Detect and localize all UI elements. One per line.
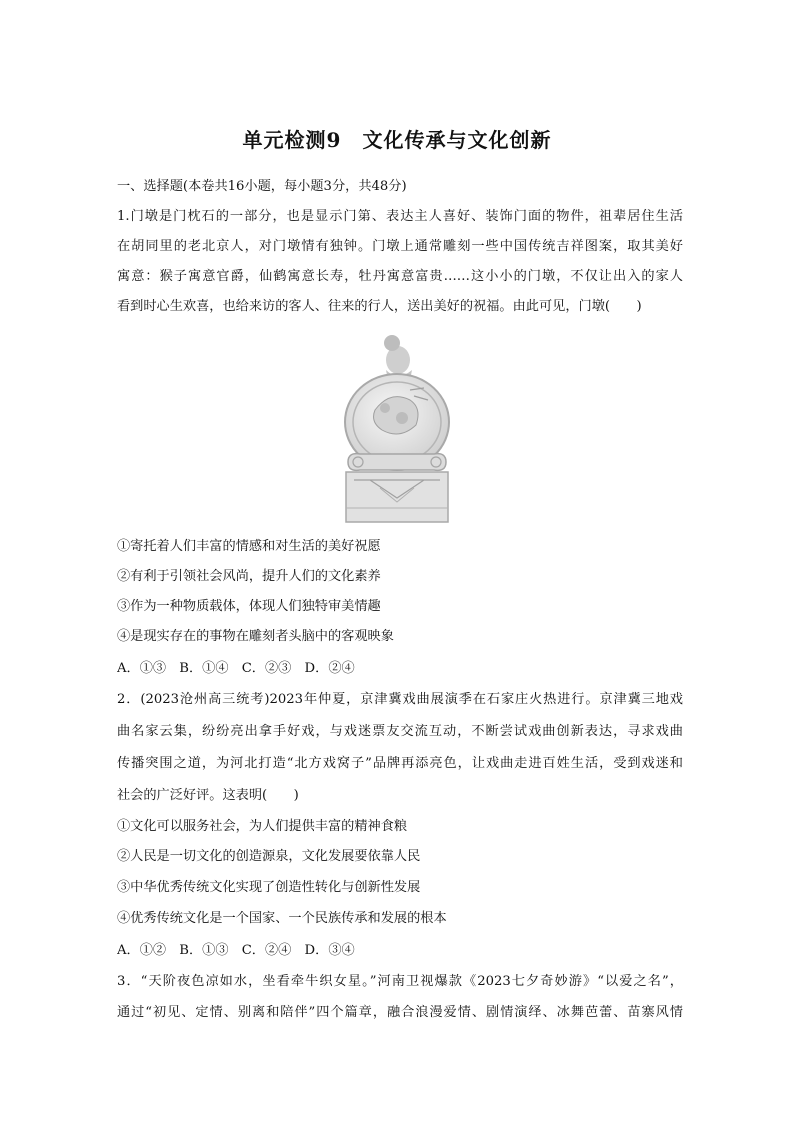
page-title: 单元检测9 文化传承与文化创新	[242, 128, 552, 152]
q2-stem-line: 曲名家云集，纷纷亮出拿手好戏，与戏迷票友交流互动，不断尝试戏曲创新表达，寻求戏曲	[117, 724, 683, 739]
q2-option: ①文化可以服务社会，为人们提供丰富的精神食粮	[117, 819, 408, 834]
q3-stem-line: 通过“初见、定情、别离和陪伴”四个篇章，融合浪漫爱情、剧情演绎、冰舞芭蕾、苗寨风情	[117, 1005, 683, 1020]
q2-option: ②人民是一切文化的创造源泉，文化发展要依靠人民	[117, 849, 421, 864]
q1-stem-line: 寓意：猴子寓意官爵，仙鹤寓意长寿，牡丹寓意富贵……这小小的门墩，不仅让出入的家人	[117, 269, 683, 284]
q2-answer-choices: A．①② B．①③ C．②④ D．③④	[117, 943, 355, 958]
q1-stem-line: 1.门墩是门枕石的一部分，也是显示门第、表达主人喜好、装饰门面的物件，祖辈居住生活	[117, 209, 683, 224]
section-header: 一、选择题(本卷共16小题，每小题3分，共48分)	[117, 179, 407, 194]
q2-stem-line: 2．(2023沧州高三统考)2023年仲夏，京津冀戏曲展演季在石家庄火热进行。京津冀三地戏	[117, 692, 683, 707]
q1-option: ②有利于引领社会风尚，提升人们的文化素养	[117, 569, 381, 584]
q1-option: ①寄托着人们丰富的情感和对生活的美好祝愿	[117, 539, 381, 554]
q1-option: ③作为一种物质载体，体现人们独特审美情趣	[117, 599, 381, 614]
q2-stem-line: 传播突围之道，为河北打造“北方戏窝子”品牌再添亮色，让戏曲走进百姓生活，受到戏迷和	[117, 756, 683, 771]
q2-option: ④优秀传统文化是一个国家、一个民族传承和发展的根本	[117, 911, 447, 926]
q1-stem-line: 看到时心生欢喜，也给来访的客人、往来的行人，送出美好的祝福。由此可见，门墩( )	[117, 299, 642, 314]
q3-stem-line: 3．“天阶夜色凉如水，坐看牵牛织女星。”河南卫视爆款《2023七夕奇妙游》“以爱之名”，	[117, 974, 683, 989]
q1-answer-choices: A．①③ B．①④ C．②③ D．②④	[117, 661, 355, 676]
q1-option: ④是现实存在的事物在雕刻者头脑中的客观映象	[117, 629, 394, 644]
q2-stem-line: 社会的广泛好评。这表明( )	[117, 788, 299, 803]
door-pier-stone-image	[340, 330, 454, 524]
q1-stem-line: 在胡同里的老北京人，对门墩情有独钟。门墩上通常雕刻一些中国传统吉祥图案，取其美好	[117, 239, 683, 254]
q2-option: ③中华优秀传统文化实现了创造性转化与创新性发展	[117, 880, 421, 895]
